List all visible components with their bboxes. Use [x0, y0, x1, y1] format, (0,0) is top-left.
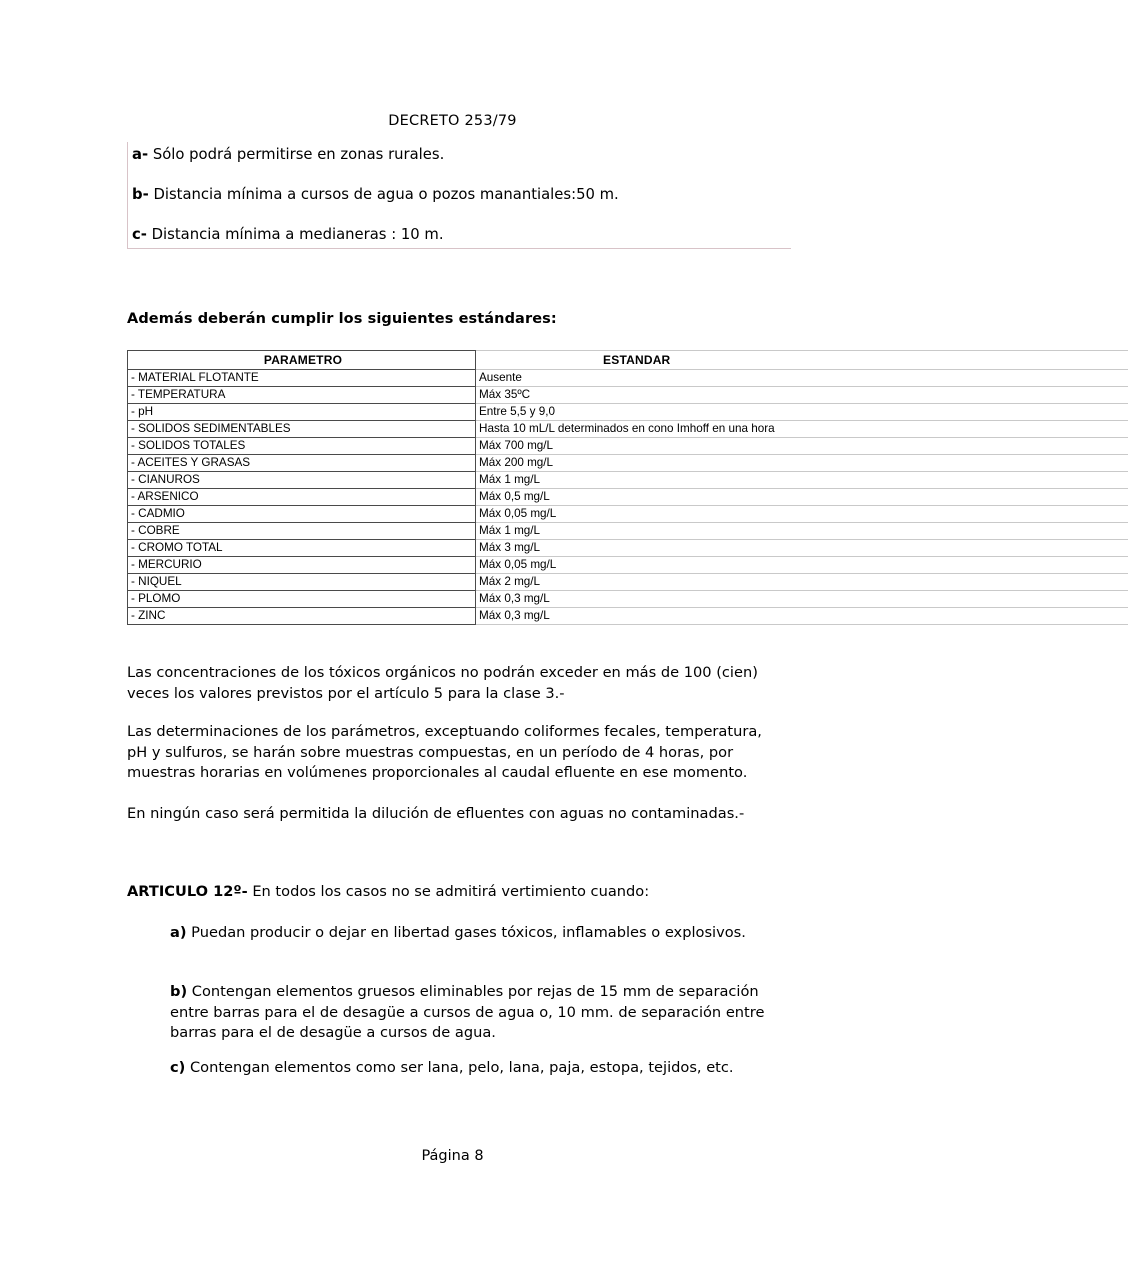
standards-table-body	[128, 370, 1128, 625]
page-footer: Página 8	[421, 1148, 484, 1164]
table-row	[128, 557, 1128, 574]
column-header-estandar: ESTANDAR	[476, 351, 1128, 370]
page-title: DECRETO 253/79	[388, 113, 517, 129]
cell-parametro: - TEMPERATURA	[128, 387, 476, 404]
table-row	[128, 489, 1128, 506]
cell-estandar: Máx 0,3 mg/L	[476, 591, 1128, 608]
table-row	[128, 370, 1128, 387]
table-row	[128, 506, 1128, 523]
table-row	[128, 608, 1128, 625]
condition-marker-a: a-	[132, 146, 149, 163]
cell-estandar: Entre 5,5 y 9,0	[476, 404, 1128, 421]
cell-parametro: - SOLIDOS SEDIMENTABLES	[128, 421, 476, 438]
cell-parametro: - ARSENICO	[128, 489, 476, 506]
article-marker-b: b)	[170, 983, 188, 1000]
table-row	[128, 540, 1128, 557]
article-text-b: Contengan elementos gruesos eliminables por rejas de 15 mm de separación entre barras para el de desagüe a cursos de agua o, 10 mm. de separación entre barras para el de desagüe a cursos de agua.	[170, 983, 765, 1041]
condition-marker-b: b-	[132, 186, 149, 203]
table-row	[128, 404, 1128, 421]
article-item-a	[170, 923, 770, 944]
cell-parametro: - NIQUEL	[128, 574, 476, 591]
paragraph-toxics: Las concentraciones de los tóxicos orgánicos no podrán exceder en más de 100 (cien) veces los valores previstos por el artículo 5 para la clase 3.-	[127, 664, 758, 702]
cell-parametro: - MERCURIO	[128, 557, 476, 574]
standards-heading: Además deberán cumplir los siguientes estándares:	[127, 311, 557, 327]
table-row	[128, 438, 1128, 455]
table-row	[128, 591, 1128, 608]
cell-parametro: - CIANUROS	[128, 472, 476, 489]
cell-parametro: - ZINC	[128, 608, 476, 625]
cell-estandar: Máx 1 mg/L	[476, 523, 1128, 540]
article-marker-c: c)	[170, 1059, 186, 1076]
article-12-heading	[127, 882, 787, 903]
article-item-c	[170, 1058, 770, 1079]
paragraph-dilution: En ningún caso será permitida la dilución de efluentes con aguas no contaminadas.-	[127, 805, 745, 822]
cell-estandar: Máx 700 mg/L	[476, 438, 1128, 455]
condition-marker-c: c-	[132, 226, 147, 243]
condition-item-b	[132, 186, 619, 204]
condition-item-a	[132, 146, 444, 164]
cell-parametro: - CROMO TOTAL	[128, 540, 476, 557]
table-row	[128, 574, 1128, 591]
table-row	[128, 455, 1128, 472]
table-row	[128, 523, 1128, 540]
article-number: ARTICULO 12º-	[127, 883, 248, 900]
table-header-row	[128, 351, 1128, 370]
cell-estandar: Máx 200 mg/L	[476, 455, 1128, 472]
article-text-c: Contengan elementos como ser lana, pelo, lana, paja, estopa, tejidos, etc.	[185, 1059, 734, 1076]
standards-table	[127, 350, 791, 622]
cell-estandar: Máx 0,05 mg/L	[476, 506, 1128, 523]
condition-item-c	[132, 226, 444, 244]
cell-estandar: Hasta 10 mL/L determinados en cono Imhoff en una hora	[476, 421, 1128, 438]
table-row	[128, 387, 1128, 404]
cell-estandar: Máx 0,05 mg/L	[476, 557, 1128, 574]
condition-text-c: Distancia mínima a medianeras : 10 m.	[146, 226, 444, 243]
conditions-frame	[127, 142, 791, 249]
column-header-parametro: PARAMETRO	[128, 351, 476, 370]
article-text-a: Puedan producir o dejar en libertad gases tóxicos, inflamables o explosivos.	[186, 924, 746, 941]
cell-parametro: - ACEITES Y GRASAS	[128, 455, 476, 472]
paragraph-determinations: Las determinaciones de los parámetros, exceptuando coliformes fecales, temperatura, pH y sulfuros, se harán sobre muestras compuestas, en un período de 4 horas, por muestras horarias en volúmenes proporcionales al caudal efluente en ese momento.	[127, 723, 762, 781]
cell-estandar: Máx 1 mg/L	[476, 472, 1128, 489]
cell-estandar: Máx 0,3 mg/L	[476, 608, 1128, 625]
cell-estandar: Máx 2 mg/L	[476, 574, 1128, 591]
cell-parametro: - MATERIAL FLOTANTE	[128, 370, 476, 387]
cell-parametro: - SOLIDOS TOTALES	[128, 438, 476, 455]
article-marker-a: a)	[170, 924, 187, 941]
standards-table-clip	[127, 350, 791, 622]
cell-parametro: - CADMIO	[128, 506, 476, 523]
table-row	[128, 472, 1128, 489]
condition-text-b: Distancia mínima a cursos de agua o pozos manantiales:50 m.	[148, 186, 619, 203]
article-lead-text: En todos los casos no se admitirá vertimiento cuando:	[247, 883, 650, 900]
table-row	[128, 421, 1128, 438]
cell-estandar: Máx 3 mg/L	[476, 540, 1128, 557]
cell-parametro: - COBRE	[128, 523, 476, 540]
cell-parametro: - pH	[128, 404, 476, 421]
cell-estandar: Ausente	[476, 370, 1128, 387]
cell-estandar: Máx 0,5 mg/L	[476, 489, 1128, 506]
article-item-b	[170, 982, 770, 1044]
condition-text-a: Sólo podrá permitirse en zonas rurales.	[148, 146, 445, 163]
standards-table-grid	[127, 350, 1128, 625]
cell-parametro: - PLOMO	[128, 591, 476, 608]
cell-estandar: Máx 35ºC	[476, 387, 1128, 404]
